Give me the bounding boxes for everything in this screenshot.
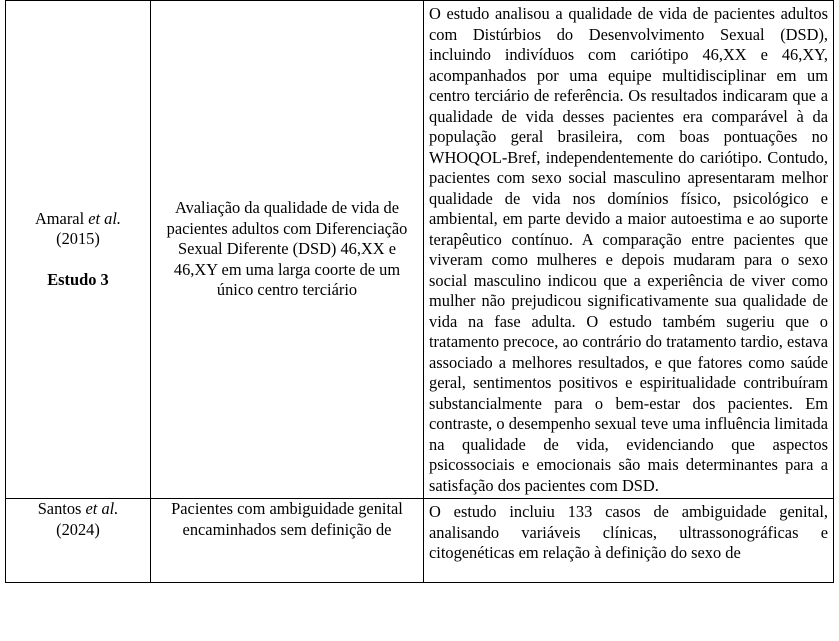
- table-row: [6, 499, 834, 583]
- summary-cell: O estudo analisou a qualidade de vida de pacientes adultos com Distúrbios do Desenvolvimento Sexual (DSD), incluindo indivíduos com cariótipo 46,XX e 46,XY, acompanhados por uma equipe multidisciplinar em um centro terciário de referência. Os resultados indicaram que a qualidade de vida desses pacientes era comparável à da população geral brasileira, com boas pontuações no WHOQOL-Bref, independentemente do cariótipo. Contudo, pacientes com sexo social masculino apresentaram melhor qualidade de vida nos domínios físico, psicológico e ambiental, em parte devido a maior autoestima e ao suporte terapêutico contínuo. A comparação entre pacientes que viveram como mulheres e depois mudaram para o sexo social masculino indicou que a experiência de viver como mulher não prejudicou significativamente sua qualidade de vida na fase adulta. O estudo também sugeriu que o tratamento precoce, ao contrário do tratamento tardio, estava associado a melhores resultados, e que fatores como saúde geral, sentimentos positivos e espiritualidade contribuíram substancialmente para o bem-estar dos pacientes. Em contraste, o desempenho sexual teve uma influência limitada na qualidade de vida, evidenciando que aspectos psicossociais e emocionais são mais determinantes para a satisfação dos pacientes com DSD.: [424, 1, 834, 499]
- author-year: (2015): [56, 229, 100, 249]
- summary-cell: O estudo incluiu 133 casos de ambiguidade genital, analisando variáveis clínicas, ultrassonográficas e citogenéticas em relação à definição do sexo de: [424, 499, 834, 583]
- studies-table: [5, 0, 834, 583]
- author-year: (2024): [56, 519, 100, 539]
- author-cell: [6, 499, 151, 583]
- author-line: [8, 209, 148, 230]
- title-cell: Avaliação da qualidade de vida de pacientes adultos com Diferenciação Sexual Diferente (DSD) 46,XX e 46,XY em uma larga coorte de um único centro terciário: [151, 1, 424, 499]
- et-al: et al.: [85, 499, 119, 518]
- title-cell: Pacientes com ambiguidade genital encaminhados sem definição de: [151, 499, 424, 583]
- author-line: [8, 499, 148, 520]
- author-cell: [6, 1, 151, 499]
- et-al: et al.: [88, 208, 122, 228]
- study-label: Estudo 3: [47, 269, 109, 289]
- author-name: Santos: [37, 499, 82, 518]
- author-name: Amaral: [34, 208, 85, 228]
- table-row: [6, 1, 834, 499]
